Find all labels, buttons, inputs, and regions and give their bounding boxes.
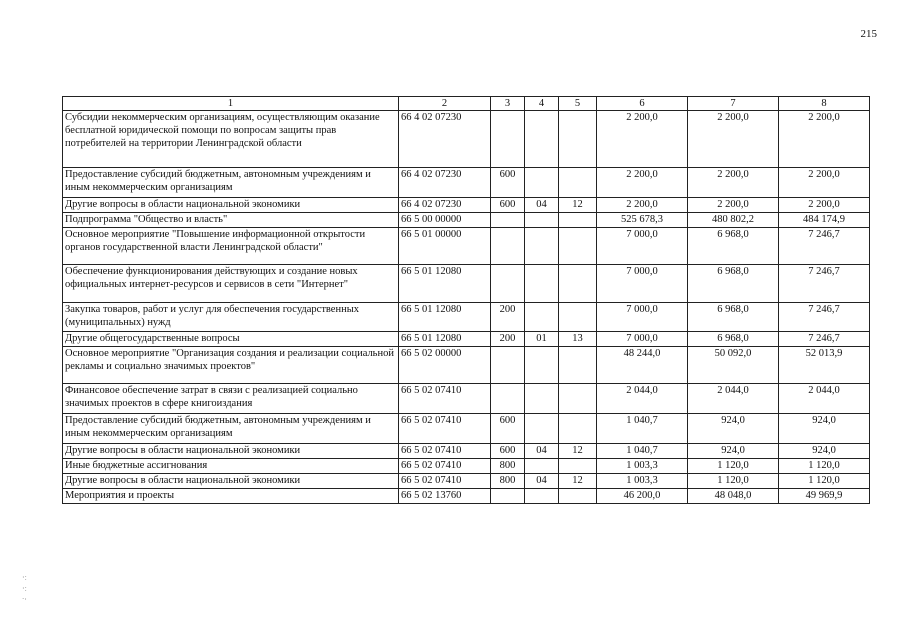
row-name: Закупка товаров, работ и услуг для обеспечения государственных (муниципальных) нужд xyxy=(63,303,399,332)
row-name: Предоставление субсидий бюджетным, автономным учреждениям и иным некоммерческим организациям xyxy=(63,168,399,198)
row-value-2026: 2 200,0 xyxy=(779,198,870,213)
row-value-2025: 48 048,0 xyxy=(688,489,779,504)
row-value-2025: 6 968,0 xyxy=(688,265,779,303)
row-value-2026: 484 174,9 xyxy=(779,213,870,228)
row-value-2025: 1 120,0 xyxy=(688,459,779,474)
margin-marks: ·ː ·ː ˑ· xyxy=(22,573,27,604)
row-vr: 200 xyxy=(491,303,525,332)
row-value-2026: 924,0 xyxy=(779,444,870,459)
row-value-2024: 2 200,0 xyxy=(597,168,688,198)
header-cell: 2 xyxy=(399,97,491,111)
row-pr xyxy=(559,489,597,504)
row-code: 66 4 02 07230 xyxy=(399,111,491,168)
row-value-2025: 6 968,0 xyxy=(688,303,779,332)
row-value-2026: 7 246,7 xyxy=(779,303,870,332)
row-value-2026: 2 200,0 xyxy=(779,168,870,198)
row-value-2024: 2 200,0 xyxy=(597,198,688,213)
header-cell: 6 xyxy=(597,97,688,111)
row-value-2025: 2 200,0 xyxy=(688,168,779,198)
table-row xyxy=(63,332,870,347)
row-value-2025: 1 120,0 xyxy=(688,474,779,489)
row-value-2026: 49 969,9 xyxy=(779,489,870,504)
row-code: 66 5 02 07410 xyxy=(399,444,491,459)
row-name: Другие вопросы в области национальной экономики xyxy=(63,474,399,489)
table-row xyxy=(63,198,870,213)
row-vr xyxy=(491,265,525,303)
row-name: Финансовое обеспечение затрат в связи с реализацией социально значимых проектов в сфере книгоиздания xyxy=(63,384,399,414)
table-row xyxy=(63,265,870,303)
row-vr xyxy=(491,384,525,414)
row-code: 66 4 02 07230 xyxy=(399,198,491,213)
row-code: 66 5 02 07410 xyxy=(399,459,491,474)
table-row xyxy=(63,111,870,168)
row-rz xyxy=(525,489,559,504)
row-code: 66 4 02 07230 xyxy=(399,168,491,198)
row-name: Иные бюджетные ассигнования xyxy=(63,459,399,474)
row-pr xyxy=(559,111,597,168)
row-value-2024: 7 000,0 xyxy=(597,303,688,332)
table-row xyxy=(63,414,870,444)
row-value-2025: 6 968,0 xyxy=(688,332,779,347)
table-row xyxy=(63,384,870,414)
row-value-2026: 7 246,7 xyxy=(779,332,870,347)
row-value-2025: 924,0 xyxy=(688,414,779,444)
row-name: Основное мероприятие "Организация создания и реализации социальной рекламы и социально значимых проектов" xyxy=(63,347,399,384)
row-name: Субсидии некоммерческим организациям, осуществляющим оказание бесплатной юридической помощи по вопросам защиты прав потребителей на территории Ленинградской области xyxy=(63,111,399,168)
table-row xyxy=(63,444,870,459)
page-number: 215 xyxy=(860,28,877,40)
header-cell: 1 xyxy=(63,97,399,111)
row-pr: 13 xyxy=(559,332,597,347)
row-pr xyxy=(559,213,597,228)
row-vr: 600 xyxy=(491,414,525,444)
row-pr xyxy=(559,228,597,265)
row-value-2024: 2 200,0 xyxy=(597,111,688,168)
header-cell: 3 xyxy=(491,97,525,111)
row-name: Другие общегосударственные вопросы xyxy=(63,332,399,347)
row-code: 66 5 01 12080 xyxy=(399,303,491,332)
row-rz xyxy=(525,347,559,384)
row-pr xyxy=(559,265,597,303)
row-vr xyxy=(491,228,525,265)
row-vr: 800 xyxy=(491,474,525,489)
row-code: 66 5 02 13760 xyxy=(399,489,491,504)
row-name: Обеспечение функционирования действующих и создание новых официальных интернет-ресурсов и сервисов в сети "Интернет" xyxy=(63,265,399,303)
row-value-2025: 2 044,0 xyxy=(688,384,779,414)
row-value-2024: 48 244,0 xyxy=(597,347,688,384)
row-value-2024: 46 200,0 xyxy=(597,489,688,504)
row-value-2024: 525 678,3 xyxy=(597,213,688,228)
table-row xyxy=(63,347,870,384)
row-value-2026: 2 200,0 xyxy=(779,111,870,168)
row-value-2024: 7 000,0 xyxy=(597,332,688,347)
table-header-row xyxy=(63,97,870,111)
row-pr: 12 xyxy=(559,444,597,459)
row-rz xyxy=(525,414,559,444)
row-rz xyxy=(525,111,559,168)
row-name: Предоставление субсидий бюджетным, автономным учреждениям и иным некоммерческим организациям xyxy=(63,414,399,444)
row-value-2025: 480 802,2 xyxy=(688,213,779,228)
row-code: 66 5 02 07410 xyxy=(399,474,491,489)
row-value-2024: 2 044,0 xyxy=(597,384,688,414)
row-rz xyxy=(525,213,559,228)
row-pr: 12 xyxy=(559,474,597,489)
row-rz xyxy=(525,168,559,198)
row-vr xyxy=(491,213,525,228)
row-vr: 200 xyxy=(491,332,525,347)
table-row xyxy=(63,459,870,474)
row-pr: 12 xyxy=(559,198,597,213)
row-vr xyxy=(491,347,525,384)
row-value-2024: 1 003,3 xyxy=(597,474,688,489)
row-vr xyxy=(491,111,525,168)
table-row xyxy=(63,489,870,504)
table-row xyxy=(63,474,870,489)
row-rz xyxy=(525,228,559,265)
row-vr: 600 xyxy=(491,168,525,198)
row-value-2025: 2 200,0 xyxy=(688,111,779,168)
row-code: 66 5 01 12080 xyxy=(399,332,491,347)
row-rz xyxy=(525,384,559,414)
row-rz: 04 xyxy=(525,474,559,489)
table-row xyxy=(63,168,870,198)
row-rz xyxy=(525,265,559,303)
row-code: 66 5 01 12080 xyxy=(399,265,491,303)
row-rz: 04 xyxy=(525,444,559,459)
row-value-2024: 1 003,3 xyxy=(597,459,688,474)
row-value-2025: 2 200,0 xyxy=(688,198,779,213)
row-value-2026: 1 120,0 xyxy=(779,459,870,474)
header-cell: 8 xyxy=(779,97,870,111)
row-rz: 04 xyxy=(525,198,559,213)
row-code: 66 5 01 00000 xyxy=(399,228,491,265)
table-row xyxy=(63,228,870,265)
row-value-2026: 52 013,9 xyxy=(779,347,870,384)
row-rz xyxy=(525,303,559,332)
row-pr xyxy=(559,384,597,414)
row-code: 66 5 02 00000 xyxy=(399,347,491,384)
row-value-2024: 1 040,7 xyxy=(597,444,688,459)
row-name: Мероприятия и проекты xyxy=(63,489,399,504)
row-name: Подпрограмма "Общество и власть" xyxy=(63,213,399,228)
header-cell: 5 xyxy=(559,97,597,111)
row-value-2025: 6 968,0 xyxy=(688,228,779,265)
row-name: Основное мероприятие "Повышение информационной открытости органов государственной власти Ленинградской области" xyxy=(63,228,399,265)
budget-table xyxy=(62,96,870,504)
header-cell: 4 xyxy=(525,97,559,111)
row-rz xyxy=(525,459,559,474)
row-pr xyxy=(559,459,597,474)
row-code: 66 5 02 07410 xyxy=(399,414,491,444)
row-name: Другие вопросы в области национальной экономики xyxy=(63,444,399,459)
row-vr xyxy=(491,489,525,504)
header-cell: 7 xyxy=(688,97,779,111)
row-code: 66 5 02 07410 xyxy=(399,384,491,414)
row-pr xyxy=(559,414,597,444)
row-value-2026: 7 246,7 xyxy=(779,265,870,303)
row-name: Другие вопросы в области национальной экономики xyxy=(63,198,399,213)
row-value-2024: 7 000,0 xyxy=(597,228,688,265)
row-value-2026: 924,0 xyxy=(779,414,870,444)
row-value-2026: 7 246,7 xyxy=(779,228,870,265)
row-value-2024: 1 040,7 xyxy=(597,414,688,444)
row-vr: 600 xyxy=(491,198,525,213)
row-pr xyxy=(559,347,597,384)
row-value-2026: 2 044,0 xyxy=(779,384,870,414)
row-rz: 01 xyxy=(525,332,559,347)
row-vr: 800 xyxy=(491,459,525,474)
table-row xyxy=(63,303,870,332)
row-code: 66 5 00 00000 xyxy=(399,213,491,228)
row-pr xyxy=(559,168,597,198)
row-pr xyxy=(559,303,597,332)
row-value-2024: 7 000,0 xyxy=(597,265,688,303)
row-value-2025: 50 092,0 xyxy=(688,347,779,384)
row-vr: 600 xyxy=(491,444,525,459)
row-value-2026: 1 120,0 xyxy=(779,474,870,489)
row-value-2025: 924,0 xyxy=(688,444,779,459)
table-row xyxy=(63,213,870,228)
